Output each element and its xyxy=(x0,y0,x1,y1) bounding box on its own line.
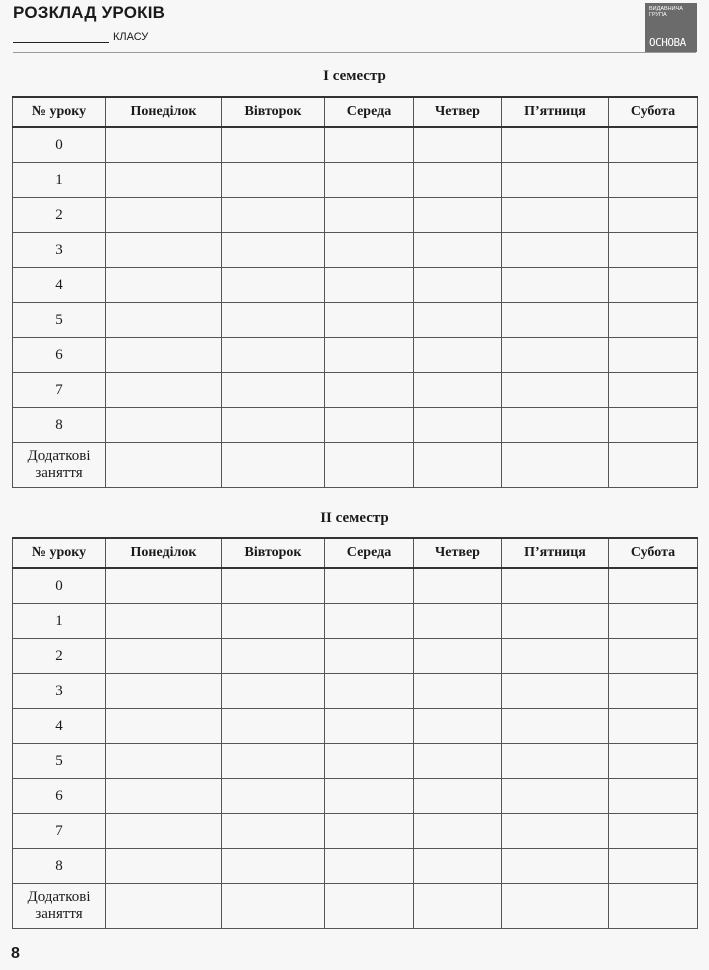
schedule-cell[interactable] xyxy=(502,674,609,709)
schedule-cell[interactable] xyxy=(222,639,325,674)
schedule-cell[interactable] xyxy=(106,779,222,814)
schedule-cell[interactable] xyxy=(222,163,325,198)
class-label: КЛАСУ xyxy=(113,31,149,43)
schedule-cell[interactable] xyxy=(609,709,698,744)
lesson-number: 5 xyxy=(13,744,106,779)
schedule-cell[interactable] xyxy=(502,779,609,814)
schedule-cell[interactable] xyxy=(609,639,698,674)
schedule-cell[interactable] xyxy=(414,408,502,443)
table-row xyxy=(13,709,698,744)
lesson-number: 3 xyxy=(13,674,106,709)
schedule-cell[interactable] xyxy=(222,127,325,163)
schedule-cell[interactable] xyxy=(222,233,325,268)
schedule-cell[interactable] xyxy=(325,604,414,639)
schedule-cell[interactable] xyxy=(609,443,698,488)
schedule-cell[interactable] xyxy=(609,408,698,443)
extra-label-line-2: заняття xyxy=(35,465,83,481)
schedule-cell[interactable] xyxy=(325,373,414,408)
lesson-number: 6 xyxy=(13,779,106,814)
schedule-cell[interactable] xyxy=(325,639,414,674)
schedule-cell[interactable] xyxy=(502,268,609,303)
schedule-cell[interactable] xyxy=(609,779,698,814)
lesson-number: 1 xyxy=(13,163,106,198)
page-number: 8 xyxy=(11,945,20,962)
table-row xyxy=(13,744,698,779)
schedule-cell[interactable] xyxy=(325,233,414,268)
table-row xyxy=(13,884,698,929)
table-row xyxy=(13,443,698,488)
schedule-cell[interactable] xyxy=(106,233,222,268)
schedule-cell[interactable] xyxy=(106,127,222,163)
schedule-cell[interactable] xyxy=(414,639,502,674)
schedule-cell[interactable] xyxy=(106,408,222,443)
schedule-cell[interactable] xyxy=(222,884,325,929)
column-header: № уроку xyxy=(13,538,106,568)
schedule-cell[interactable] xyxy=(502,709,609,744)
schedule-cell[interactable] xyxy=(502,744,609,779)
schedule-cell[interactable] xyxy=(502,604,609,639)
schedule-cell[interactable] xyxy=(502,849,609,884)
schedule-cell[interactable] xyxy=(502,233,609,268)
schedule-cell[interactable] xyxy=(609,814,698,849)
schedule-cell[interactable] xyxy=(106,709,222,744)
column-header: Субота xyxy=(609,538,698,568)
page-title: РОЗКЛАД УРОКІВ xyxy=(13,3,166,22)
lesson-number: 5 xyxy=(13,303,106,338)
schedule-cell[interactable] xyxy=(414,849,502,884)
schedule-cell[interactable] xyxy=(222,303,325,338)
table-row xyxy=(13,163,698,198)
schedule-cell[interactable] xyxy=(414,233,502,268)
schedule-cell[interactable] xyxy=(222,709,325,744)
lesson-number: 0 xyxy=(13,568,106,604)
logo-small-text: ВИДАВНИЧА ГРУПА xyxy=(649,6,683,18)
schedule-cell[interactable] xyxy=(414,604,502,639)
schedule-cell[interactable] xyxy=(502,639,609,674)
schedule-cell[interactable] xyxy=(222,408,325,443)
class-blank-line[interactable] xyxy=(13,32,109,43)
schedule-cell[interactable] xyxy=(414,674,502,709)
publisher-logo xyxy=(645,3,697,52)
schedule-cell[interactable] xyxy=(106,568,222,604)
schedule-cell[interactable] xyxy=(222,814,325,849)
schedule-cell[interactable] xyxy=(414,198,502,233)
schedule-cell[interactable] xyxy=(222,198,325,233)
lesson-number: 3 xyxy=(13,233,106,268)
schedule-cell[interactable] xyxy=(414,268,502,303)
column-header: Четвер xyxy=(414,97,502,127)
semester-1-table xyxy=(12,96,698,488)
schedule-cell[interactable] xyxy=(609,674,698,709)
schedule-cell[interactable] xyxy=(414,127,502,163)
lesson-number: 8 xyxy=(13,849,106,884)
schedule-cell[interactable] xyxy=(502,408,609,443)
lesson-number: 4 xyxy=(13,268,106,303)
schedule-cell[interactable] xyxy=(609,163,698,198)
column-header: Понеділок xyxy=(106,538,222,568)
schedule-cell[interactable] xyxy=(325,408,414,443)
schedule-cell[interactable] xyxy=(609,884,698,929)
schedule-cell[interactable] xyxy=(609,849,698,884)
column-header: Понеділок xyxy=(106,97,222,127)
schedule-cell[interactable] xyxy=(106,744,222,779)
schedule-cell[interactable] xyxy=(502,373,609,408)
schedule-cell[interactable] xyxy=(106,303,222,338)
schedule-cell[interactable] xyxy=(106,814,222,849)
table-row xyxy=(13,604,698,639)
table-row xyxy=(13,779,698,814)
schedule-cell[interactable] xyxy=(414,163,502,198)
schedule-cell[interactable] xyxy=(502,338,609,373)
schedule-cell[interactable] xyxy=(609,127,698,163)
table-row xyxy=(13,338,698,373)
schedule-cell[interactable] xyxy=(414,338,502,373)
schedule-cell[interactable] xyxy=(502,568,609,604)
schedule-cell[interactable] xyxy=(325,709,414,744)
extra-label-line-2: заняття xyxy=(35,906,83,922)
schedule-cell[interactable] xyxy=(325,744,414,779)
schedule-cell[interactable] xyxy=(222,373,325,408)
schedule-cell[interactable] xyxy=(502,127,609,163)
schedule-cell[interactable] xyxy=(106,338,222,373)
semester-2-table xyxy=(12,537,698,929)
extra-classes-label xyxy=(13,443,106,488)
schedule-cell[interactable] xyxy=(222,849,325,884)
schedule-cell[interactable] xyxy=(502,443,609,488)
lesson-number: 2 xyxy=(13,639,106,674)
table-row xyxy=(13,198,698,233)
schedule-cell[interactable] xyxy=(106,884,222,929)
schedule-cell[interactable] xyxy=(222,568,325,604)
schedule-cell[interactable] xyxy=(325,198,414,233)
table-row xyxy=(13,127,698,163)
schedule-cell[interactable] xyxy=(222,674,325,709)
schedule-cell[interactable] xyxy=(106,268,222,303)
schedule-cell[interactable] xyxy=(609,268,698,303)
header-divider xyxy=(13,52,696,53)
schedule-cell[interactable] xyxy=(502,198,609,233)
lesson-number: 4 xyxy=(13,709,106,744)
class-field xyxy=(13,31,148,43)
schedule-cell[interactable] xyxy=(414,744,502,779)
column-header: Вівторок xyxy=(222,538,325,568)
schedule-cell[interactable] xyxy=(106,373,222,408)
lesson-number: 8 xyxy=(13,408,106,443)
lesson-number: 1 xyxy=(13,604,106,639)
schedule-cell[interactable] xyxy=(325,814,414,849)
schedule-cell[interactable] xyxy=(414,709,502,744)
schedule-cell[interactable] xyxy=(414,373,502,408)
schedule-cell[interactable] xyxy=(609,604,698,639)
schedule-cell[interactable] xyxy=(106,639,222,674)
schedule-cell[interactable] xyxy=(414,884,502,929)
schedule-cell[interactable] xyxy=(106,674,222,709)
column-header: П’ятниця xyxy=(502,538,609,568)
schedule-cell[interactable] xyxy=(502,814,609,849)
schedule-cell[interactable] xyxy=(609,233,698,268)
schedule-cell[interactable] xyxy=(106,163,222,198)
schedule-cell[interactable] xyxy=(325,338,414,373)
extra-label-line-1: Додаткові xyxy=(27,448,91,464)
schedule-cell[interactable] xyxy=(414,568,502,604)
schedule-cell[interactable] xyxy=(325,849,414,884)
schedule-cell[interactable] xyxy=(222,268,325,303)
table-row xyxy=(13,674,698,709)
schedule-cell[interactable] xyxy=(414,814,502,849)
schedule-cell[interactable] xyxy=(325,779,414,814)
schedule-cell[interactable] xyxy=(609,198,698,233)
schedule-cell[interactable] xyxy=(106,443,222,488)
schedule-cell[interactable] xyxy=(325,268,414,303)
schedule-cell[interactable] xyxy=(325,884,414,929)
table-row xyxy=(13,373,698,408)
schedule-cell[interactable] xyxy=(502,163,609,198)
table-row xyxy=(13,303,698,338)
lesson-number: 7 xyxy=(13,814,106,849)
schedule-cell[interactable] xyxy=(222,443,325,488)
column-header: Четвер xyxy=(414,538,502,568)
schedule-cell[interactable] xyxy=(106,198,222,233)
schedule-cell[interactable] xyxy=(609,744,698,779)
column-header: Середа xyxy=(325,97,414,127)
schedule-cell[interactable] xyxy=(325,443,414,488)
lesson-number: 6 xyxy=(13,338,106,373)
column-header: Вівторок xyxy=(222,97,325,127)
table-row xyxy=(13,268,698,303)
table-row xyxy=(13,233,698,268)
schedule-cell[interactable] xyxy=(502,303,609,338)
extra-label-line-1: Додаткові xyxy=(27,889,91,905)
schedule-cell[interactable] xyxy=(222,338,325,373)
schedule-cell[interactable] xyxy=(222,779,325,814)
schedule-cell[interactable] xyxy=(414,303,502,338)
schedule-cell[interactable] xyxy=(502,884,609,929)
lesson-number: 2 xyxy=(13,198,106,233)
schedule-cell[interactable] xyxy=(325,163,414,198)
lesson-number: 7 xyxy=(13,373,106,408)
schedule-cell[interactable] xyxy=(414,779,502,814)
column-header: № уроку xyxy=(13,97,106,127)
logo-big-text: ОСНОВА xyxy=(649,36,686,49)
schedule-cell[interactable] xyxy=(609,373,698,408)
column-header: П’ятниця xyxy=(502,97,609,127)
schedule-cell[interactable] xyxy=(325,127,414,163)
schedule-cell[interactable] xyxy=(222,744,325,779)
table-row xyxy=(13,568,698,604)
schedule-cell[interactable] xyxy=(414,443,502,488)
schedule-cell[interactable] xyxy=(609,338,698,373)
schedule-cell[interactable] xyxy=(222,604,325,639)
extra-classes-label xyxy=(13,884,106,929)
schedule-cell[interactable] xyxy=(609,568,698,604)
column-header: Середа xyxy=(325,538,414,568)
schedule-cell[interactable] xyxy=(325,303,414,338)
schedule-cell[interactable] xyxy=(325,674,414,709)
schedule-cell[interactable] xyxy=(106,849,222,884)
table-row xyxy=(13,849,698,884)
schedule-cell[interactable] xyxy=(106,604,222,639)
semester-1-title: I семестр xyxy=(323,68,386,84)
schedule-cell[interactable] xyxy=(609,303,698,338)
table-row xyxy=(13,814,698,849)
schedule-cell[interactable] xyxy=(325,568,414,604)
lesson-number: 0 xyxy=(13,127,106,163)
column-header: Субота xyxy=(609,97,698,127)
table-row xyxy=(13,408,698,443)
semester-2-title: II семестр xyxy=(320,510,389,526)
table-row xyxy=(13,639,698,674)
